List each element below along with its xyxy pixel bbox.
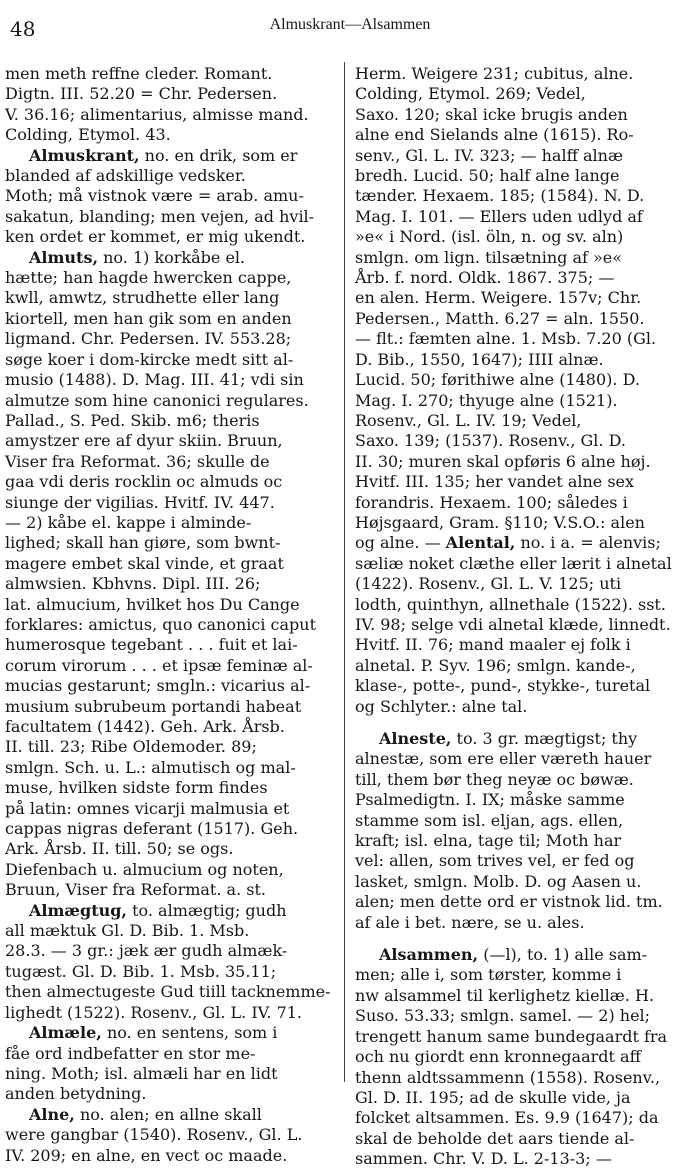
entry-text: to. 3 gr. mægtigst; thy alnestæ, som ere eller væreth hauer till, them bør theg neyæ oc bøwæ. Psalmedigtn. I. IX; måske samme stamme som isl. eljan, ags. ellen, kraft; isl. elna, tage til; Moth har vel: allen, som trives vel, er fed og lasket, smlgn. Molb. D. og Aasen u. alen; men dette ord er vistnok lid. tm. af ale i bet. nære, se u. ales. xyxy=(355,729,663,932)
page-header xyxy=(0,0,700,46)
entry-text: men meth reffne cleder. Romant. Digtn. III. 52.20 = Chr. Pedersen. V. 36.16; alimentarius, almisse mand. Colding, Etymol. 43. xyxy=(5,64,309,145)
entry-text: no. 1) korkåbe el. hætte; han hagde hwercken cappe, kwll, amwtz, strudhette eller lang kiortell, men han gik som en anden ligmand. Chr. Pedersen. IV. 553.28; søge koer i dom-kircke medt sitt al- musio (1488). D. Mag. III. 41; vdi sin almutze som hine canonici regulares. Pallad., S. Ped. Skib. m6; theris amystzer ere af dyur skiin. Bruun, Viser fra Reformat. 36; skulle de gaa vdi deris rocklin oc almuds oc siunge der vigilias. Hvitf. IV. 447. — 2) kåbe el. kappe i alminde- lighed; skall han giøre, som bwnt- magere embet skal vinde, et graat almwsien. Kbhvns. Dipl. III. 26; lat. almucium, hvilket hos Du Cange forklares: amictus, quo canonici caput humerosque tegebant . . . fuit et lai- corum virorum . . . et ipsæ feminæ al- mucias gestarunt; smgln.: vicarius al- musium subrubeum portandi habeat facultatem (1442). Geh. Ark. Årsb. II. till. 23; Ribe Oldemoder. 89; smlgn. Sch. u. L.: almutisch og mal- muse, hvilken sidste form findes på latin: omnes vicarji malmusia et cappas nigras deferant (1517). Geh. Ark. Årsb. II. till. 50; se ogs. Diefenbach u. almucium og noten, Bruun, Viser fra Reformat. a. st. xyxy=(5,247,317,900)
entry-text: no. en drik, som er blanded af adskillige vedsker. Moth; må vistnok være = arab. amu- sakatun, blanding; men vejen, ad hvil- ken ordet er kommet, er mig ukendt. xyxy=(5,145,315,247)
left-column xyxy=(5,64,335,1166)
entry-alne-continuation xyxy=(355,64,693,717)
entry-almaegtug xyxy=(5,901,335,1023)
entry-almuts xyxy=(5,248,335,901)
entry-headword: Almuts, xyxy=(29,247,99,267)
entry-almuskrant xyxy=(5,146,335,248)
entry-headword: Almægtug, xyxy=(29,900,127,920)
entry-text: no. i a. = alenvis; sæliæ noket clæthe eller lærit i alnetal (1422). Rosenv., Gl. L. V. 125; uti lodth, quinthyn, allnethale (1522). sst. IV. 98; selge vdi alnetal klæde, linnedt. Hvitf. II. 76; mand maaler ej folk i alnetal. P. Syv. 196; smlgn. kande-, klase-, potte-, pund-, stykke-, turetal og Schlyter.: alne tal. xyxy=(355,533,672,716)
entry-alsammen xyxy=(355,945,693,1169)
entry-text: (—l), to. 1) alle sam- men; alle i, som tørster, komme i nw alsammel til kerlighetz kiellæ. H. Suso. 53.33; smlgn. samel. — 2) hel; trengett hanum same bundegaardt fra och nu giordt enn kronnegaardt aff thenn aldtssammenn (1558). Rosenv., Gl. D. II. 195; ad de skulle vide, ja folcket altsammen. Es. 9.9 (1647); da skal de beholde det aars tiende al- sammen. Chr. V. D. L. 2-13-3; — xyxy=(355,945,668,1169)
running-head: Almuskrant—Alsammen xyxy=(269,16,431,33)
page-number: 48 xyxy=(10,17,36,41)
entry-headword: Alental, xyxy=(445,533,516,553)
entry-text: no. en sentens, som i fåe ord indbefatter en stor me- ning. Moth; isl. almæli har en lidt anden betydning. xyxy=(5,1023,278,1104)
right-column xyxy=(355,64,693,1170)
entry-headword: Alsammen, xyxy=(379,945,479,965)
entry-alne xyxy=(5,1105,335,1166)
column-divider xyxy=(344,62,345,1082)
entry-headword: Almæle, xyxy=(29,1023,102,1043)
entry-continuation xyxy=(5,64,335,146)
entry-alneste xyxy=(355,729,693,933)
entry-text: Herm. Weigere 231; cubitus, alne. Colding, Etymol. 269; Vedel, Saxo. 120; skal icke brugis anden alne end Sielands alne (1615). Ro- senv., Gl. L. IV. 323; — halff alnæ bredh. Lucid. 50; half alne lange tænder. Hexaem. 185; (1584). N. D. Mag. I. 101. — Ellers uden udlyd af »e« i Nord. (isl. öln, n. og sv. aln) smlgn. om lign. tilsætning af »e« Årb. f. nord. Oldk. 1867. 375; — en alen. Herm. Weigere. 157v; Chr. Pedersen., Matth. 6.27 = aln. 1550. — flt.: fæmten alne. 1. Msb. 7.20 (Gl. D. Bib., 1550, 1647); IIII alnæ. Lucid. 50; førithiwe alne (1480). D. Mag. I. 270; thyuge alne (1521). Rosenv., Gl. L. IV. 19; Vedel, Saxo. 139; (1537). Rosenv., Gl. D. II. 30; muren skal opføris 6 alne høj. Hvitf. III. 135; her vandet alne sex forandris. Hexaem. 100; således i Højsgaard, Gram. §110; V.S.O.: alen og alne. — xyxy=(355,64,657,553)
entry-text: to. almægtig; gudh all mæktuk Gl. D. Bib. 1. Msb. 28.3. — 3 gr.: jæk ær gudh almæk- tugæst. Gl. D. Bib. 1. Msb. 35.11; then almectugeste Gud tiill tacknemme- lighedt (1522). Rosenv., Gl. L. IV. 71. xyxy=(5,900,331,1022)
entry-text: no. alen; en allne skall were gangbar (1540). Rosenv., Gl. L. IV. 209; en alne, en vect oc maade. xyxy=(5,1104,303,1165)
entry-headword: Almuskrant, xyxy=(29,145,140,165)
entry-almaele xyxy=(5,1023,335,1105)
entry-headword: Alne, xyxy=(29,1104,75,1124)
entry-headword: Alneste, xyxy=(379,729,452,748)
